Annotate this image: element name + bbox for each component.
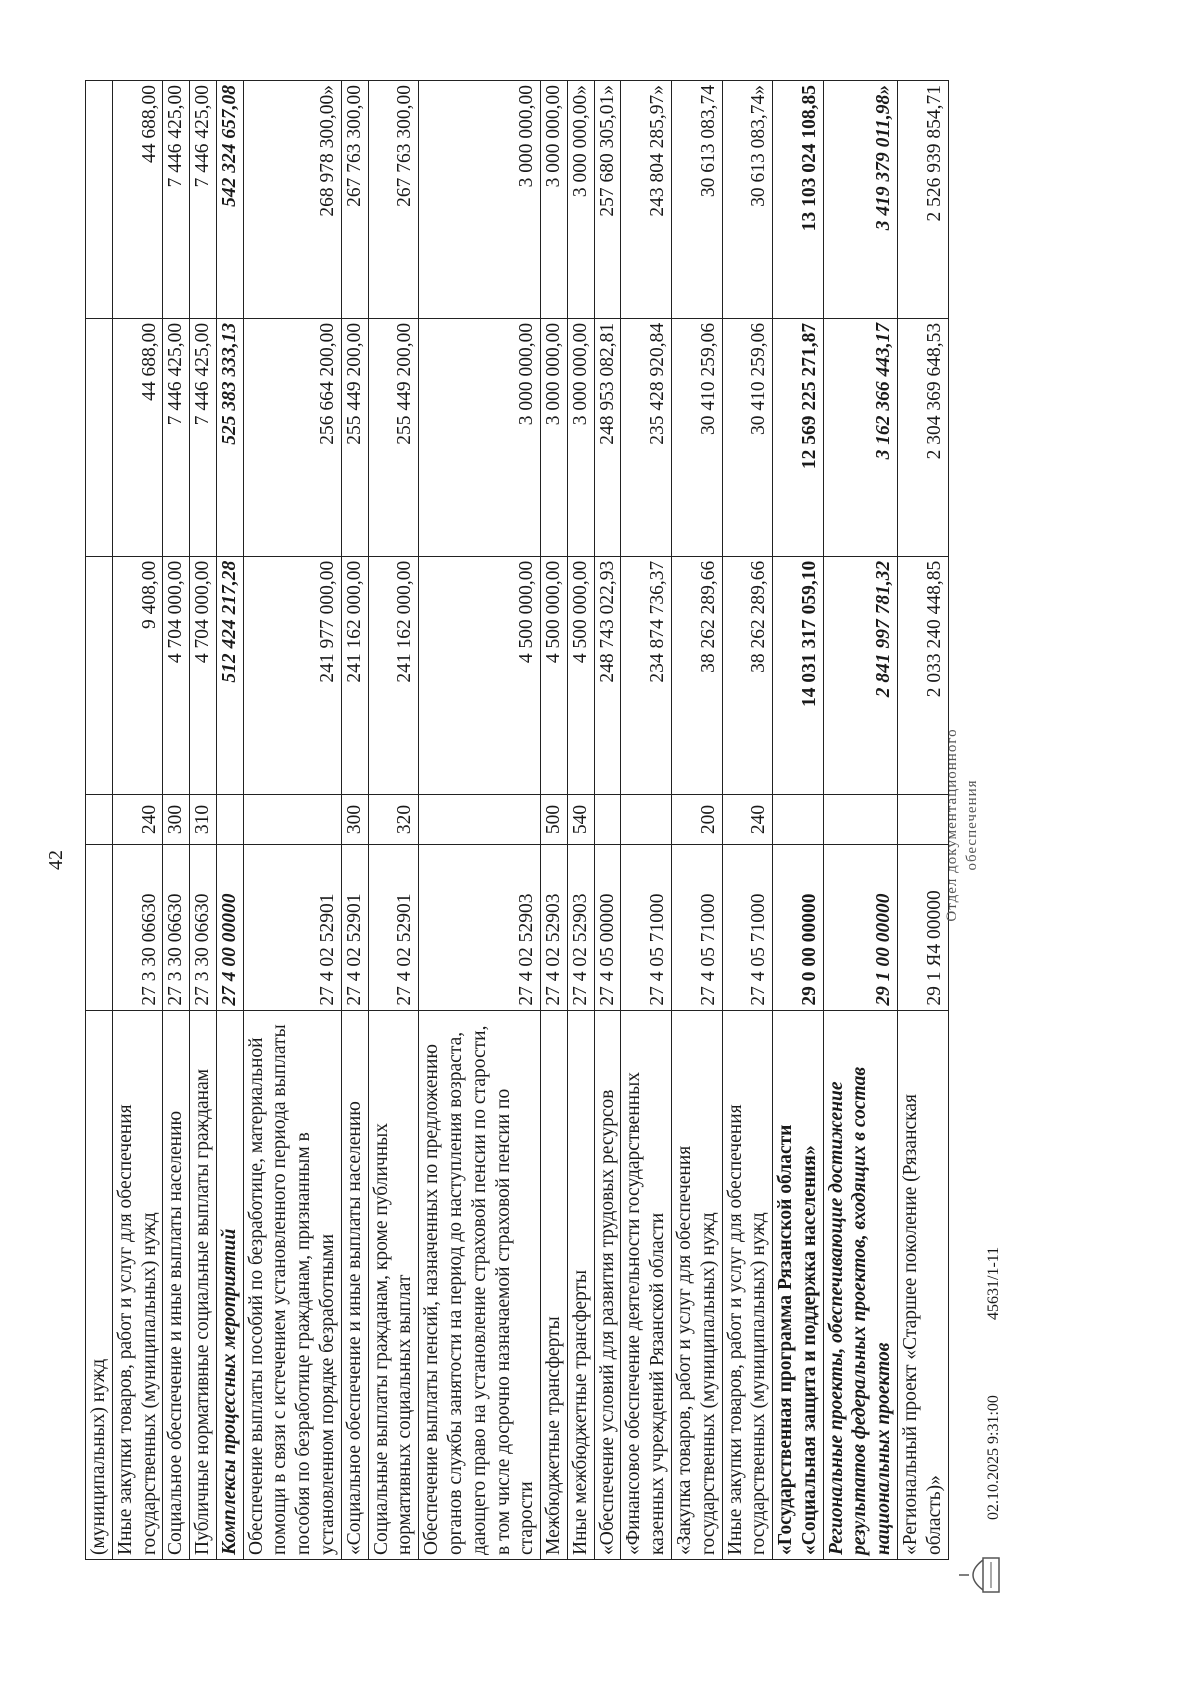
row-name-cell: Публичные нормативные социальные выплаты гражданам [190,1010,217,1559]
row-name-cell: (муниципальных) нужд [86,1010,113,1559]
row-value-2025-cell: 9 408,00 [112,556,163,794]
row-csr-cell: 27 4 00 00000 [216,845,243,1010]
table-row [671,81,722,1560]
stamp-line-1: Отдел документационного [944,728,960,922]
row-value-2027-cell: 267 763 300,00 [368,81,419,319]
row-value-2027-cell: 268 978 300,00» [243,81,341,319]
row-value-2027-cell: 13 103 024 108,85 [773,81,824,319]
row-value-2025-cell: 2 841 997 781,32 [823,556,897,794]
row-vr-cell [216,794,243,845]
row-name-cell: Социальные выплаты гражданам, кроме публичных нормативных социальных выплат [368,1010,419,1559]
row-vr-cell [823,794,897,845]
row-csr-cell: 27 3 30 06630 [190,845,217,1010]
row-value-2027-cell: 257 680 305,01» [594,81,621,319]
table-row [368,81,419,1560]
row-value-2026-cell: 3 000 000,00 [419,318,541,556]
row-csr-cell: 27 4 02 52903 [419,845,541,1010]
row-value-2027-cell: 267 763 300,00 [341,81,368,319]
row-name-cell: «Государственная программа Рязанской области «Социальная защита и поддержка населения» [773,1010,824,1559]
row-csr-cell: 27 4 02 52903 [567,845,594,1010]
row-value-2026-cell: 525 383 333,13 [216,318,243,556]
row-vr-cell: 300 [163,794,190,845]
row-value-2026-cell: 3 162 366 443,17 [823,318,897,556]
row-value-2026-cell: 255 449 200,00 [368,318,419,556]
row-csr-cell: 27 4 05 71000 [621,845,672,1010]
row-vr-cell: 320 [368,794,419,845]
row-value-2027-cell: 30 613 083,74 [671,81,722,319]
row-csr-cell: 27 4 05 71000 [722,845,773,1010]
row-value-2025-cell: 234 874 736,37 [621,556,672,794]
table-row [341,81,368,1560]
row-value-2027-cell: 30 613 083,74» [722,81,773,319]
table-row [163,81,190,1560]
row-vr-cell [86,794,113,845]
row-value-2025-cell: 38 262 289,66 [722,556,773,794]
row-name-cell: Иные закупки товаров, работ и услуг для обеспечения государственных (муниципальных) нужд [112,1010,163,1559]
row-csr-cell: 27 4 05 00000 [594,845,621,1010]
table-row [86,81,113,1560]
row-value-2025-cell: 241 977 000,00 [243,556,341,794]
row-value-2026-cell: 30 410 259,06 [671,318,722,556]
row-value-2027-cell: 542 324 657,08 [216,81,243,319]
footer-doc-id: 45631/1-11 [985,1246,1002,1320]
crest-logo [955,1550,1005,1600]
row-name-cell: Региональные проекты, обеспечивающие достижение результатов федеральных проектов, входящих в состав национальных проектов [823,1010,897,1559]
row-value-2027-cell: 3 000 000,00 [419,81,541,319]
row-value-2027-cell: 7 446 425,00 [190,81,217,319]
row-value-2027-cell [86,81,113,319]
row-name-cell: «Закупка товаров, работ и услуг для обеспечения государственных (муниципальных) нужд [671,1010,722,1559]
table-row [190,81,217,1560]
row-value-2025-cell [86,556,113,794]
row-csr-cell: 27 3 30 06630 [112,845,163,1010]
row-value-2026-cell: 255 449 200,00 [341,318,368,556]
row-value-2027-cell: 243 804 285,97» [621,81,672,319]
row-vr-cell: 300 [341,794,368,845]
row-vr-cell [621,794,672,845]
row-csr-cell: 29 0 00 00000 [773,845,824,1010]
row-name-cell: Межбюджетные трансферты [541,1010,568,1559]
row-value-2026-cell: 235 428 920,84 [621,318,672,556]
row-value-2025-cell: 4 704 000,00 [163,556,190,794]
table-row [216,81,243,1560]
row-csr-cell: 27 4 02 52903 [541,845,568,1010]
row-vr-cell [594,794,621,845]
table-row [243,81,341,1560]
row-vr-cell: 240 [722,794,773,845]
row-vr-cell [898,794,949,845]
stamp-line-2: обеспечения [963,779,980,871]
page-number: 42 [45,850,67,870]
row-vr-cell: 540 [567,794,594,845]
row-vr-cell: 240 [112,794,163,845]
row-value-2027-cell: 3 000 000,00» [567,81,594,319]
table-row [567,81,594,1560]
row-value-2025-cell: 4 500 000,00 [541,556,568,794]
row-vr-cell: 500 [541,794,568,845]
row-name-cell: «Социальное обеспечение и иные выплаты населению [341,1010,368,1559]
row-csr-cell: 27 4 02 52901 [368,845,419,1010]
row-value-2026-cell: 2 304 369 648,53 [898,318,949,556]
row-name-cell: Иные закупки товаров, работ и услуг для обеспечения государственных (муниципальных) нужд [722,1010,773,1559]
department-stamp [943,710,982,940]
row-value-2025-cell: 248 743 022,93 [594,556,621,794]
table-row [621,81,672,1560]
budget-table [85,80,949,1560]
row-value-2025-cell: 512 424 217,28 [216,556,243,794]
table-row [594,81,621,1560]
row-value-2025-cell: 2 033 240 448,85 [898,556,949,794]
row-vr-cell [243,794,341,845]
row-value-2027-cell: 3 419 379 011,98» [823,81,897,319]
row-name-cell: «Обеспечение условий для развития трудовых ресурсов [594,1010,621,1559]
row-value-2026-cell: 3 000 000,00 [541,318,568,556]
row-value-2025-cell: 38 262 289,66 [671,556,722,794]
row-name-cell: «Финансовое обеспечение деятельности государственных казенных учреждений Рязанской области [621,1010,672,1559]
row-name-cell: Комплексы процессных мероприятий [216,1010,243,1559]
row-vr-cell: 310 [190,794,217,845]
row-value-2026-cell: 30 410 259,06 [722,318,773,556]
row-value-2027-cell: 3 000 000,00 [541,81,568,319]
table-row [419,81,541,1560]
table-row [112,81,163,1560]
table-row [541,81,568,1560]
table-row [898,81,949,1560]
row-name-cell: Иные межбюджетные трансферты [567,1010,594,1559]
row-value-2025-cell: 4 704 000,00 [190,556,217,794]
row-value-2025-cell: 4 500 000,00 [419,556,541,794]
row-value-2025-cell: 241 162 000,00 [368,556,419,794]
row-value-2027-cell: 2 526 939 854,71 [898,81,949,319]
row-value-2027-cell: 44 688,00 [112,81,163,319]
row-csr-cell: 27 3 30 06630 [163,845,190,1010]
row-csr-cell: 29 1 Я4 00000 [898,845,949,1010]
row-value-2026-cell: 3 000 000,00 [567,318,594,556]
row-name-cell: Обеспечение выплаты пособий по безработице, материальной помощи в связи с истечением установленного периода выплаты пособия по безработице гражданам, признанным в установленном порядке безработными [243,1010,341,1559]
row-vr-cell: 200 [671,794,722,845]
row-csr-cell: 27 4 02 52901 [243,845,341,1010]
row-vr-cell [773,794,824,845]
footer-date: 02.10.2025 9:31:00 [985,1395,1002,1520]
row-value-2025-cell: 4 500 000,00 [567,556,594,794]
row-csr-cell: 27 4 02 52901 [341,845,368,1010]
row-csr-cell: 27 4 05 71000 [671,845,722,1010]
row-name-cell: Социальное обеспечение и иные выплаты населению [163,1010,190,1559]
row-value-2026-cell: 256 664 200,00 [243,318,341,556]
row-value-2026-cell: 7 446 425,00 [190,318,217,556]
row-value-2025-cell: 241 162 000,00 [341,556,368,794]
row-value-2026-cell: 12 569 225 271,87 [773,318,824,556]
table-row [722,81,773,1560]
row-name-cell: «Региональный проект «Старшее поколение (Рязанская область)» [898,1010,949,1559]
row-value-2025-cell: 14 031 317 059,10 [773,556,824,794]
row-csr-cell: 29 1 00 00000 [823,845,897,1010]
row-value-2026-cell: 44 688,00 [112,318,163,556]
row-value-2026-cell: 7 446 425,00 [163,318,190,556]
row-value-2026-cell [86,318,113,556]
table-row [773,81,824,1560]
table-row [823,81,897,1560]
row-value-2026-cell: 248 953 082,81 [594,318,621,556]
row-name-cell: Обеспечение выплаты пенсий, назначенных по предложению органов службы занятости на период до наступления возраста, дающего право на установление страховой пенсии по старости, в том числе досрочно назначаемой страховой пенсии по старости [419,1010,541,1559]
rotated-page [45,60,1065,1640]
row-value-2027-cell: 7 446 425,00 [163,81,190,319]
row-vr-cell [419,794,541,845]
row-csr-cell [86,845,113,1010]
